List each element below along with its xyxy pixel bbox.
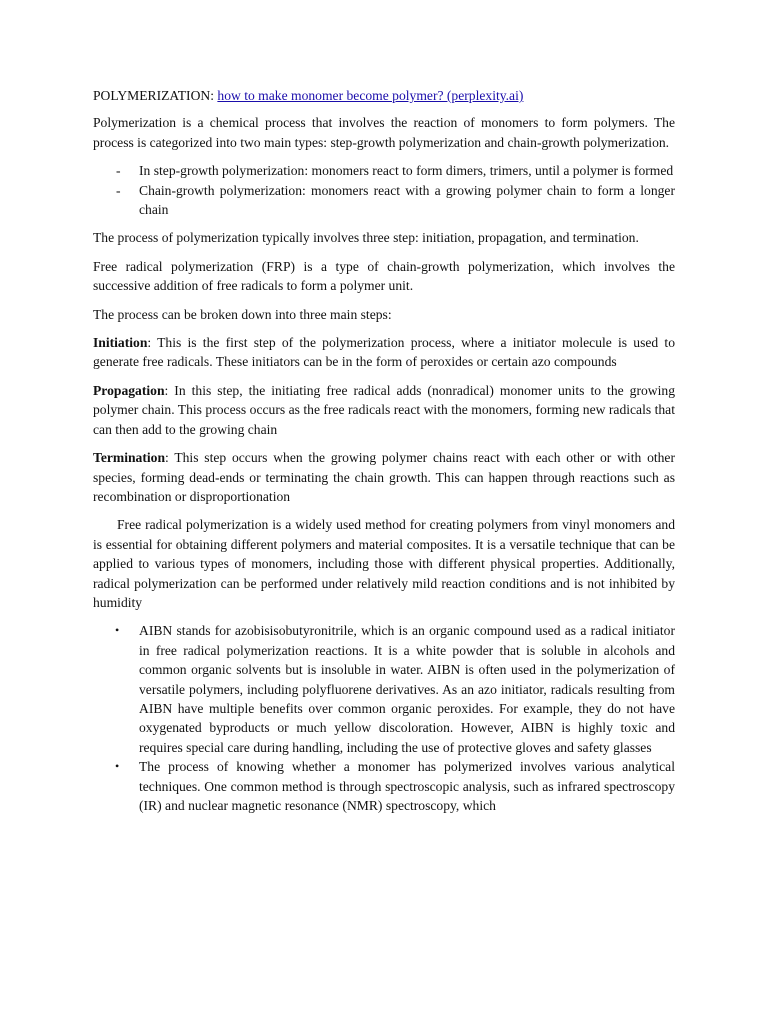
- initiation-paragraph: [93, 333, 675, 372]
- dash-marker: -: [116, 182, 121, 198]
- propagation-text: : In this step, the initiating free radical adds (nonradical) monomer units to the growing polymer chain. This process occurs as the free radicals react with the monomers, forming new radicals that can then add to the growing chain: [93, 382, 675, 437]
- bullet-marker: •: [115, 623, 120, 638]
- initiation-text: : This is the first step of the polymerization process, where a initiator molecule is used to generate free radicals. These initiators can be in the form of peroxides or certain azo compounds: [93, 335, 675, 370]
- list-item: [93, 621, 675, 757]
- frp-definition-paragraph: Free radical polymerization (FRP) is a type of chain-growth polymerization, which involves the successive addition of free radicals to form a polymer unit.: [93, 258, 675, 294]
- frp-usage-paragraph: Free radical polymerization is a widely used method for creating polymers from vinyl monomers and is essential for obtaining different polymers and material composites. It is a versatile technique that can be applied to various types of monomers, including those with different physical properties. Additionally, radical polymerization can be performed under relatively mild reaction conditions and is not inhibited by humidity: [93, 517, 675, 610]
- intro-paragraph: Polymerization is a chemical process that involves the reaction of monomers to form polymers. The process is categorized into two main types: step-growth polymerization and chain-growth polymerization.: [93, 115, 675, 150]
- bullet-list: [93, 621, 675, 815]
- heading-line: [93, 86, 675, 105]
- propagation-term: Propagation: [93, 382, 165, 398]
- dash-marker: -: [116, 163, 121, 179]
- list-item: [93, 757, 675, 815]
- bullet-marker: •: [115, 759, 120, 774]
- heading-label: POLYMERIZATION:: [93, 88, 214, 103]
- termination-text: : This step occurs when the growing polymer chains react with each other or with other species, forming dead-ends or terminating the chain growth. This can happen through reactions such as recombination or disproportionation: [93, 450, 675, 504]
- polymerization-types-list: [93, 161, 675, 219]
- list-item-text: In step-growth polymerization: monomers react to form dimers, trimers, until a polymer is formed: [139, 163, 674, 179]
- list-item-text: Chain-growth polymerization: monomers react with a growing polymer chain to form a longer chain: [139, 182, 675, 218]
- propagation-paragraph: [93, 381, 675, 439]
- process-steps-paragraph: The process of polymerization typically involves three step: initiation, propagation, and termination.: [93, 230, 639, 246]
- list-item: [93, 161, 675, 180]
- initiation-term: Initiation: [93, 335, 148, 351]
- list-item-text: The process of knowing whether a monomer has polymerized involves various analytical techniques. One common method is through spectroscopic analysis, such as infrared spectroscopy (IR) and nuclear magnetic resonance (NMR) spectroscopy, which: [139, 759, 675, 813]
- breakdown-paragraph: The process can be broken down into three main steps:: [93, 306, 392, 322]
- termination-paragraph: [93, 448, 675, 506]
- termination-term: Termination: [93, 450, 166, 466]
- list-item-text: AIBN stands for azobisisobutyronitrile, which is an organic compound used as a radical initiator in free radical polymerization reactions. It is a white powder that is soluble in alcohols and common organic solvents but is insoluble in water. AIBN is often used in the polymerization of versatile polymers, including polyfluorene derivatives. As an azo initiator, radicals resulting from AIBN have multiple benefits over common organic peroxides. For example, they do not have oxygenated byproducts or much yellow discoloration. However, AIBN is highly toxic and requires special care during handling, including the use of protective gloves and safety glasses: [139, 623, 675, 755]
- perplexity-link[interactable]: how to make monomer become polymer? (perplexity.ai): [217, 88, 524, 103]
- list-item: [93, 181, 675, 220]
